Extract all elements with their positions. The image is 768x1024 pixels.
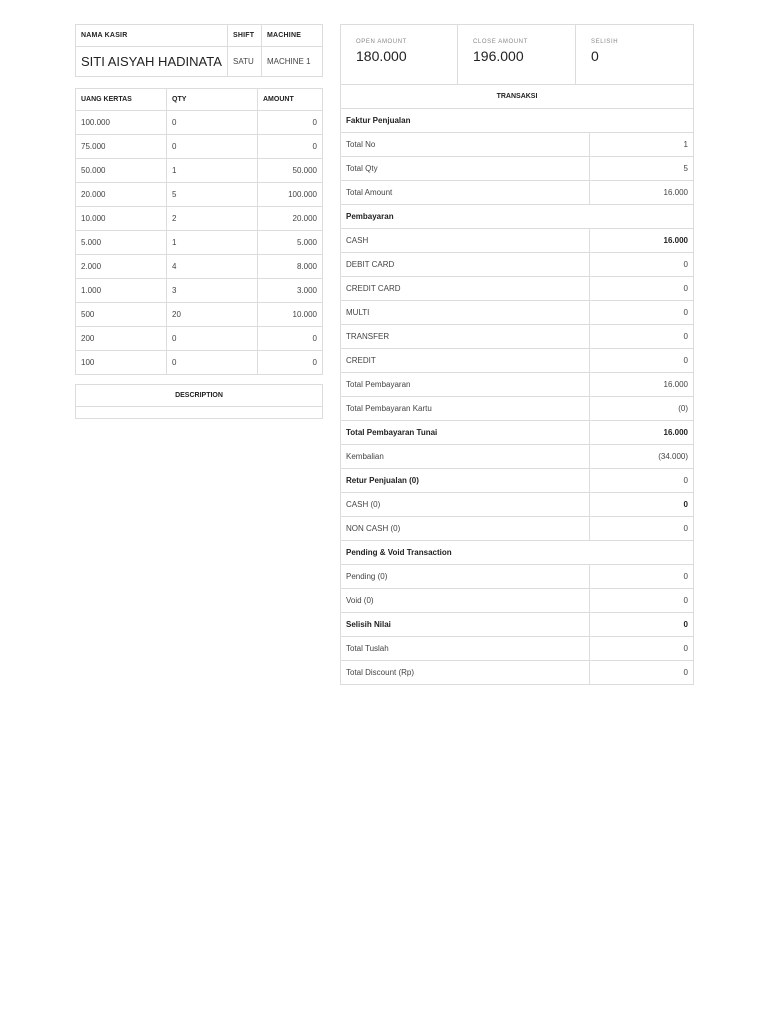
- section-title: Pending & Void Transaction: [341, 541, 694, 565]
- denomination-row: [76, 255, 323, 279]
- transaction-row: [341, 613, 694, 637]
- difference-value: 0: [591, 48, 599, 64]
- bill-cell: 1.000: [76, 279, 167, 303]
- qty-cell: 2: [167, 207, 258, 231]
- transaction-label: Total Tuslah: [341, 637, 590, 661]
- bill-cell: 100: [76, 351, 167, 375]
- transaction-row: [341, 181, 694, 205]
- transaction-value: 16.000: [590, 181, 694, 205]
- amount-cell: 10.000: [258, 303, 323, 327]
- transaction-row: [341, 445, 694, 469]
- transaction-value: 0: [590, 589, 694, 613]
- transaction-row: [341, 589, 694, 613]
- transaction-label: CREDIT CARD: [341, 277, 590, 301]
- bill-cell: 20.000: [76, 183, 167, 207]
- denomination-table: [75, 88, 323, 375]
- transaction-label: CASH (0): [341, 493, 590, 517]
- qty-cell: 0: [167, 111, 258, 135]
- section-title: Faktur Penjualan: [341, 109, 694, 133]
- transaction-row: [341, 205, 694, 229]
- transaction-label: Void (0): [341, 589, 590, 613]
- qty-cell: 1: [167, 231, 258, 255]
- transaction-row: [341, 349, 694, 373]
- denomination-row: [76, 231, 323, 255]
- amount-cell: 5.000: [258, 231, 323, 255]
- machine-header: MACHINE: [262, 25, 323, 47]
- qty-cell: 0: [167, 327, 258, 351]
- transaction-value: (34.000): [590, 445, 694, 469]
- open-amount-label: OPEN AMOUNT: [356, 39, 407, 45]
- section-title: Pembayaran: [341, 205, 694, 229]
- bill-cell: 10.000: [76, 207, 167, 231]
- amount-header: AMOUNT: [258, 89, 323, 111]
- close-amount-value: 196.000: [473, 48, 524, 64]
- transaction-value: 0: [590, 253, 694, 277]
- transaction-label: NON CASH (0): [341, 517, 590, 541]
- transaction-label: CREDIT: [341, 349, 590, 373]
- qty-cell: 0: [167, 351, 258, 375]
- transaction-label: Total Pembayaran Tunai: [341, 421, 590, 445]
- transaction-value: 0: [590, 517, 694, 541]
- amount-cell: 20.000: [258, 207, 323, 231]
- transaction-value: 0: [590, 469, 694, 493]
- transaction-value: 16.000: [590, 421, 694, 445]
- description-table: [75, 384, 323, 419]
- transaction-label: Total Amount: [341, 181, 590, 205]
- transaction-label: Total Qty: [341, 157, 590, 181]
- denomination-row: [76, 135, 323, 159]
- qty-cell: 4: [167, 255, 258, 279]
- transaction-row: [341, 277, 694, 301]
- bill-cell: 100.000: [76, 111, 167, 135]
- transaction-value: 0: [590, 277, 694, 301]
- cashier-info-table: [75, 24, 323, 77]
- qty-cell: 0: [167, 135, 258, 159]
- description-value: [76, 407, 323, 419]
- transaction-label: MULTI: [341, 301, 590, 325]
- bill-cell: 5.000: [76, 231, 167, 255]
- open-amount-value: 180.000: [356, 48, 407, 64]
- denomination-row: [76, 303, 323, 327]
- qty-cell: 1: [167, 159, 258, 183]
- cashier-name: SITI AISYAH HADINATA: [76, 47, 228, 77]
- denomination-row: [76, 159, 323, 183]
- bill-header: UANG KERTAS: [76, 89, 167, 111]
- difference-cell: [576, 25, 694, 85]
- machine-value: MACHINE 1: [262, 47, 323, 77]
- amount-cell: 0: [258, 135, 323, 159]
- transaction-value: 16.000: [590, 229, 694, 253]
- transaction-label: Pending (0): [341, 565, 590, 589]
- amount-summary: [340, 24, 694, 85]
- transaction-row: [341, 517, 694, 541]
- transaction-row: [341, 229, 694, 253]
- transaction-label: Selisih Nilai: [341, 613, 590, 637]
- transaction-value: 0: [590, 493, 694, 517]
- open-amount-cell: [341, 25, 458, 85]
- denomination-row: [76, 183, 323, 207]
- transaction-label: Total No: [341, 133, 590, 157]
- transaction-label: Total Pembayaran Kartu: [341, 397, 590, 421]
- transaction-label: Retur Penjualan (0): [341, 469, 590, 493]
- transaction-row: [341, 373, 694, 397]
- transaction-value: 5: [590, 157, 694, 181]
- transaction-row: [341, 541, 694, 565]
- transaction-row: [341, 301, 694, 325]
- transaction-row: [341, 253, 694, 277]
- denomination-row: [76, 327, 323, 351]
- close-amount-cell: [458, 25, 576, 85]
- amount-cell: 0: [258, 111, 323, 135]
- transaction-row: [341, 109, 694, 133]
- cashier-name-header: NAMA KASIR: [76, 25, 228, 47]
- transaction-value: 0: [590, 349, 694, 373]
- transaction-value: 0: [590, 637, 694, 661]
- close-amount-label: CLOSE AMOUNT: [473, 39, 528, 45]
- transaction-row: [341, 469, 694, 493]
- transaction-value: 0: [590, 301, 694, 325]
- bill-cell: 75.000: [76, 135, 167, 159]
- difference-label: SELISIH: [591, 39, 619, 45]
- transaction-value: 0: [590, 613, 694, 637]
- transaction-row: [341, 133, 694, 157]
- transaction-label: DEBIT CARD: [341, 253, 590, 277]
- transaction-row: [341, 565, 694, 589]
- transaction-value: 0: [590, 565, 694, 589]
- amount-cell: 0: [258, 327, 323, 351]
- bill-cell: 50.000: [76, 159, 167, 183]
- bill-cell: 200: [76, 327, 167, 351]
- denomination-row: [76, 351, 323, 375]
- transaction-value: 16.000: [590, 373, 694, 397]
- transaction-value: 0: [590, 325, 694, 349]
- transaction-value: 1: [590, 133, 694, 157]
- amount-cell: 50.000: [258, 159, 323, 183]
- amount-cell: 8.000: [258, 255, 323, 279]
- amount-cell: 3.000: [258, 279, 323, 303]
- shift-header: SHIFT: [228, 25, 262, 47]
- transaction-row: [341, 637, 694, 661]
- transaction-value: 0: [590, 661, 694, 685]
- bill-cell: 2.000: [76, 255, 167, 279]
- transaction-row: [341, 421, 694, 445]
- qty-cell: 20: [167, 303, 258, 327]
- transaction-row: [341, 157, 694, 181]
- transaction-table: [340, 84, 694, 685]
- transaction-label: CASH: [341, 229, 590, 253]
- qty-cell: 3: [167, 279, 258, 303]
- denomination-row: [76, 207, 323, 231]
- transaction-value: (0): [590, 397, 694, 421]
- transaction-label: Total Discount (Rp): [341, 661, 590, 685]
- amount-cell: 0: [258, 351, 323, 375]
- transaction-row: [341, 493, 694, 517]
- transaction-label: TRANSFER: [341, 325, 590, 349]
- shift-value: SATU: [228, 47, 262, 77]
- bill-cell: 500: [76, 303, 167, 327]
- transaction-row: [341, 325, 694, 349]
- denomination-row: [76, 111, 323, 135]
- qty-cell: 5: [167, 183, 258, 207]
- transaction-label: Total Pembayaran: [341, 373, 590, 397]
- transaction-row: [341, 397, 694, 421]
- qty-header: QTY: [167, 89, 258, 111]
- amount-cell: 100.000: [258, 183, 323, 207]
- transaction-header: TRANSAKSI: [341, 85, 694, 109]
- transaction-label: Kembalian: [341, 445, 590, 469]
- description-header: DESCRIPTION: [76, 385, 323, 407]
- transaction-row: [341, 661, 694, 685]
- denomination-row: [76, 279, 323, 303]
